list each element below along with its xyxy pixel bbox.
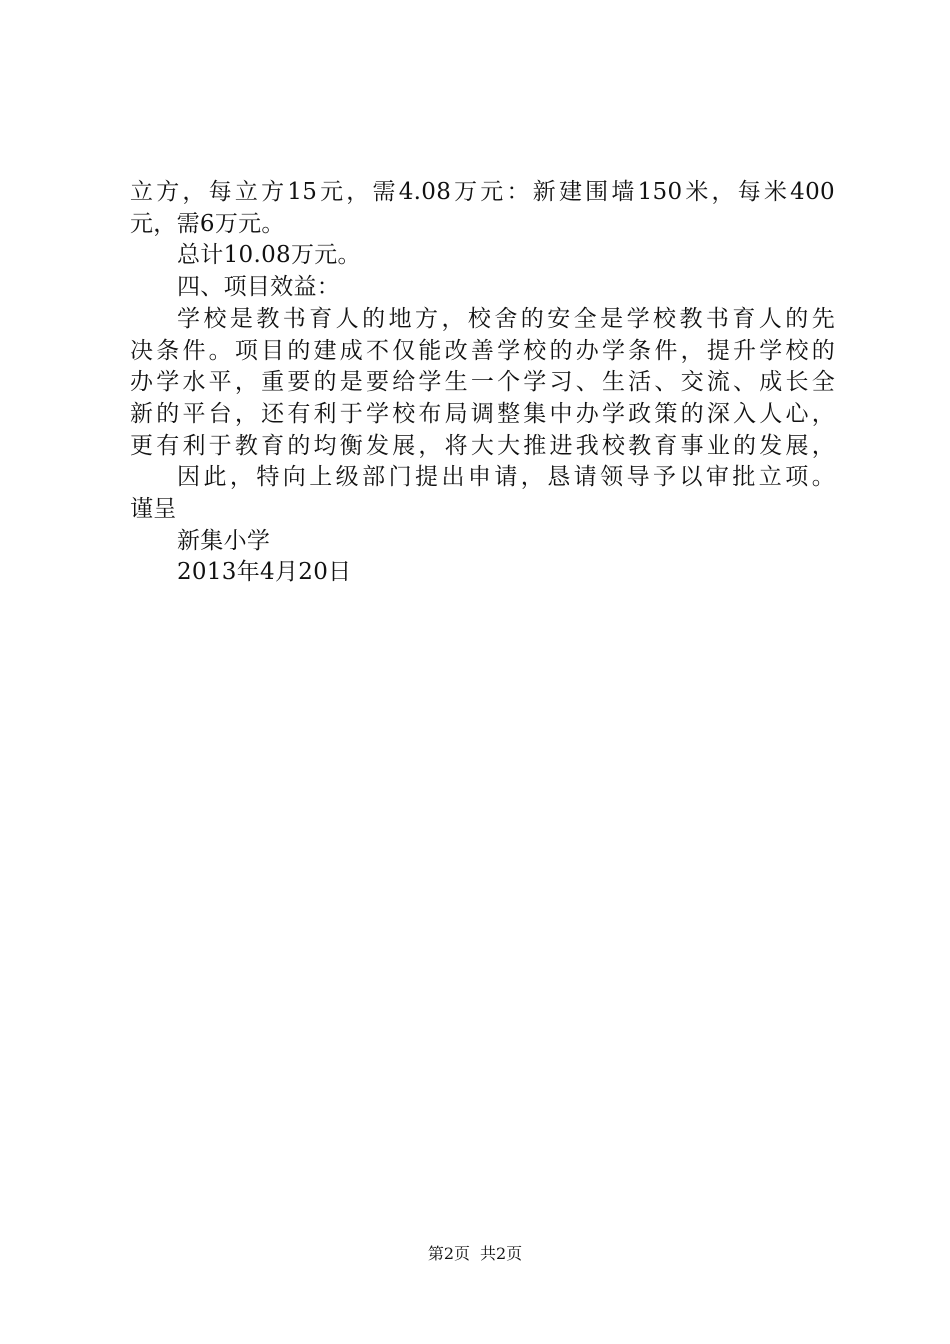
request-line: 因此，特向上级部门提出申请，恳请领导予以审批立项。	[177, 464, 835, 491]
paragraph-line: 元，需6万元。	[130, 210, 285, 237]
section-heading: 四、项目效益：	[177, 274, 341, 301]
page-number-total: 共2页	[480, 1244, 523, 1263]
paragraph-line: 办学水平，重要的是要给学生一个学习、生活、交流、成长全	[130, 369, 835, 396]
total-cost-line: 总计10.08万元。	[177, 242, 361, 269]
closing-line: 谨呈	[130, 496, 177, 523]
paragraph-line: 学校是教书育人的地方，校舍的安全是学校教书育人的先	[177, 305, 835, 332]
paragraph-line: 立方，每立方15元，需4.08万元：新建围墙150米，每米400	[130, 179, 835, 205]
paragraph-line: 决条件。项目的建成不仅能改善学校的办学条件，提升学校的	[130, 337, 835, 364]
page-number-current: 第2页	[427, 1244, 470, 1263]
document-body	[130, 177, 835, 589]
paragraph-line: 新的平台，还有利于学校布局调整集中办学政策的深入人心，	[130, 400, 835, 427]
signature-date: 2013年4月20日	[177, 559, 352, 586]
paragraph-line: 更有利于教育的均衡发展，将大大推进我校教育事业的发展，	[130, 432, 835, 459]
page-footer	[0, 1244, 950, 1264]
signature-organization: 新集小学	[177, 527, 271, 554]
